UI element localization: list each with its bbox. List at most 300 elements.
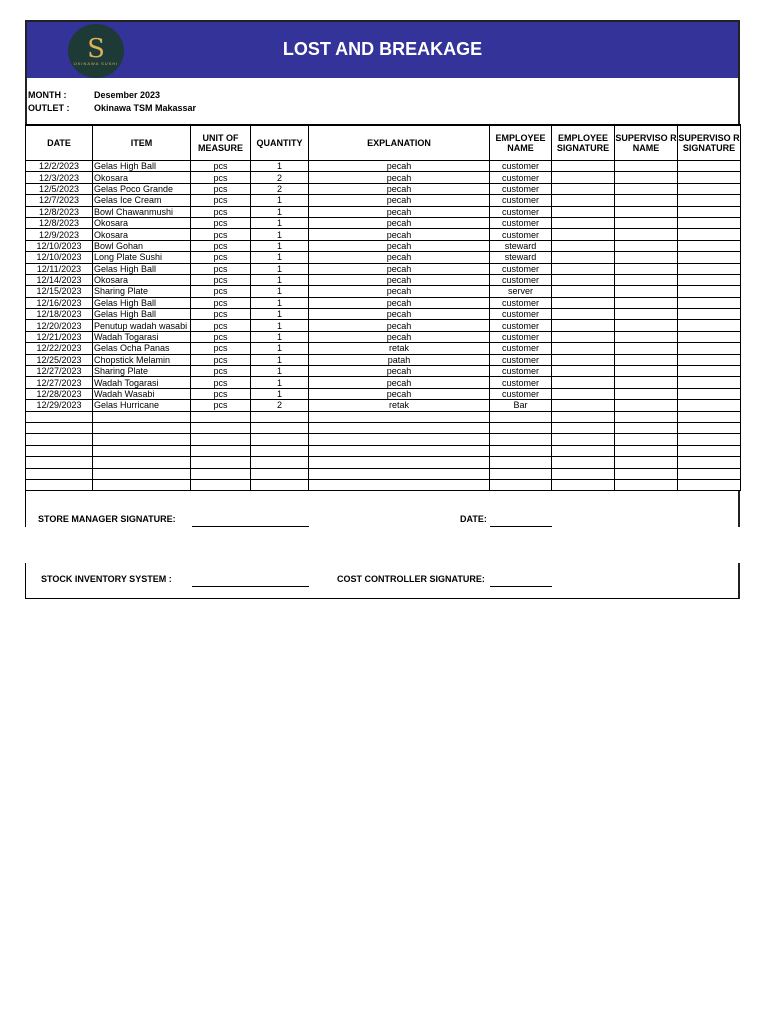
cell-unit-of-measure[interactable]: pcs <box>191 286 251 297</box>
cell-supervisor-signature[interactable] <box>678 388 741 399</box>
column-header-explanation: EXPLANATION <box>309 125 490 161</box>
cell-supervisor-signature[interactable] <box>678 161 741 172</box>
cell-employee-signature[interactable] <box>552 445 615 456</box>
cell-quantity[interactable]: 1 <box>251 331 309 342</box>
cost-controller-row <box>25 563 740 599</box>
cell-employee-signature[interactable] <box>552 331 615 342</box>
cell-date[interactable]: 12/16/2023 <box>26 297 93 308</box>
cell-quantity[interactable]: 1 <box>251 206 309 217</box>
cell-quantity[interactable]: 1 <box>251 274 309 285</box>
cell-unit-of-measure[interactable]: pcs <box>191 195 251 206</box>
cell-date[interactable]: 12/21/2023 <box>26 331 93 342</box>
cell-supervisor-signature[interactable] <box>678 320 741 331</box>
cell-supervisor-name[interactable] <box>615 286 678 297</box>
cell-date[interactable] <box>26 411 93 422</box>
cell-employee-name[interactable]: customer <box>490 331 552 342</box>
cell-quantity[interactable]: 1 <box>251 240 309 251</box>
cell-supervisor-signature[interactable] <box>678 411 741 422</box>
cell-quantity[interactable]: 2 <box>251 400 309 411</box>
cell-supervisor-signature[interactable] <box>678 366 741 377</box>
store-manager-label: STORE MANAGER SIGNATURE: <box>38 514 176 525</box>
cost-controller-line[interactable] <box>490 586 552 587</box>
cell-employee-name[interactable]: customer <box>490 388 552 399</box>
cell-item[interactable]: Gelas High Ball <box>93 161 191 172</box>
cell-employee-signature[interactable] <box>552 377 615 388</box>
cell-supervisor-signature[interactable] <box>678 343 741 354</box>
cell-supervisor-name[interactable] <box>615 366 678 377</box>
cell-item[interactable]: Okosara <box>93 274 191 285</box>
cell-supervisor-signature[interactable] <box>678 195 741 206</box>
month-value: Desember 2023 <box>94 90 161 100</box>
cell-employee-name[interactable]: customer <box>490 309 552 320</box>
cell-employee-signature[interactable] <box>552 309 615 320</box>
cell-unit-of-measure[interactable] <box>191 422 251 433</box>
cell-date[interactable]: 12/7/2023 <box>26 195 93 206</box>
cell-unit-of-measure[interactable]: pcs <box>191 161 251 172</box>
cell-unit-of-measure[interactable] <box>191 468 251 479</box>
cell-date[interactable]: 12/29/2023 <box>26 400 93 411</box>
cell-unit-of-measure[interactable]: pcs <box>191 388 251 399</box>
cell-supervisor-signature[interactable] <box>678 274 741 285</box>
cell-explanation[interactable]: pecah <box>309 286 490 297</box>
cell-date[interactable]: 12/10/2023 <box>26 240 93 251</box>
cell-date[interactable]: 12/18/2023 <box>26 309 93 320</box>
cell-supervisor-signature[interactable] <box>678 331 741 342</box>
cell-explanation[interactable] <box>309 445 490 456</box>
cell-date[interactable]: 12/22/2023 <box>26 343 93 354</box>
cell-date[interactable] <box>26 422 93 433</box>
cell-employee-signature[interactable] <box>552 161 615 172</box>
cell-supervisor-signature[interactable] <box>678 252 741 263</box>
cell-employee-signature[interactable] <box>552 183 615 194</box>
cell-unit-of-measure[interactable]: pcs <box>191 331 251 342</box>
cell-quantity[interactable]: 1 <box>251 366 309 377</box>
cell-supervisor-signature[interactable] <box>678 445 741 456</box>
cell-supervisor-signature[interactable] <box>678 377 741 388</box>
cell-explanation[interactable]: pecah <box>309 309 490 320</box>
table-row <box>26 468 741 479</box>
cell-item[interactable]: Bowl Chawanmushi <box>93 206 191 217</box>
cell-quantity[interactable]: 1 <box>251 377 309 388</box>
cell-item[interactable]: Bowl Gohan <box>93 240 191 251</box>
cell-quantity[interactable]: 1 <box>251 252 309 263</box>
cell-supervisor-name[interactable] <box>615 400 678 411</box>
cell-explanation[interactable]: retak <box>309 343 490 354</box>
cell-quantity[interactable] <box>251 411 309 422</box>
cell-supervisor-name[interactable] <box>615 354 678 365</box>
cell-supervisor-signature[interactable] <box>678 240 741 251</box>
cell-supervisor-name[interactable] <box>615 240 678 251</box>
cell-unit-of-measure[interactable]: pcs <box>191 400 251 411</box>
date-label: DATE: <box>460 514 487 525</box>
cell-supervisor-name[interactable] <box>615 274 678 285</box>
cell-supervisor-signature[interactable] <box>678 217 741 228</box>
cell-item[interactable] <box>93 479 191 490</box>
cell-employee-name[interactable]: customer <box>490 183 552 194</box>
cell-employee-name[interactable] <box>490 445 552 456</box>
cell-explanation[interactable] <box>309 411 490 422</box>
cell-employee-signature[interactable] <box>552 297 615 308</box>
cell-quantity[interactable]: 1 <box>251 320 309 331</box>
cell-employee-signature[interactable] <box>552 479 615 490</box>
cell-unit-of-measure[interactable]: pcs <box>191 297 251 308</box>
cell-item[interactable]: Sharing Plate <box>93 286 191 297</box>
cell-date[interactable]: 12/27/2023 <box>26 377 93 388</box>
cell-supervisor-name[interactable] <box>615 457 678 468</box>
table-row <box>26 366 741 377</box>
cell-explanation[interactable]: pecah <box>309 229 490 240</box>
cell-item[interactable]: Wadah Togarasi <box>93 377 191 388</box>
cell-employee-name[interactable] <box>490 434 552 445</box>
cell-explanation[interactable]: pecah <box>309 195 490 206</box>
cell-unit-of-measure[interactable]: pcs <box>191 206 251 217</box>
cell-unit-of-measure[interactable]: pcs <box>191 172 251 183</box>
cell-date[interactable]: 12/27/2023 <box>26 366 93 377</box>
cell-date[interactable] <box>26 457 93 468</box>
cell-explanation[interactable] <box>309 434 490 445</box>
cell-explanation[interactable]: pecah <box>309 252 490 263</box>
cell-date[interactable] <box>26 434 93 445</box>
cell-employee-name[interactable]: customer <box>490 217 552 228</box>
cell-employee-name[interactable]: customer <box>490 161 552 172</box>
cell-item[interactable] <box>93 468 191 479</box>
store-manager-signature-line[interactable] <box>192 526 309 527</box>
cell-employee-signature[interactable] <box>552 240 615 251</box>
cell-supervisor-name[interactable] <box>615 229 678 240</box>
cell-employee-signature[interactable] <box>552 172 615 183</box>
cell-item[interactable]: Gelas High Ball <box>93 263 191 274</box>
cell-explanation[interactable]: pecah <box>309 240 490 251</box>
cell-employee-signature[interactable] <box>552 263 615 274</box>
cell-date[interactable]: 12/3/2023 <box>26 172 93 183</box>
cell-supervisor-name[interactable] <box>615 195 678 206</box>
cell-explanation[interactable] <box>309 422 490 433</box>
cell-date[interactable]: 12/20/2023 <box>26 320 93 331</box>
cell-unit-of-measure[interactable]: pcs <box>191 377 251 388</box>
cell-supervisor-name[interactable] <box>615 343 678 354</box>
table-row <box>26 479 741 490</box>
cell-date[interactable] <box>26 479 93 490</box>
cell-employee-signature[interactable] <box>552 400 615 411</box>
cell-supervisor-signature[interactable] <box>678 206 741 217</box>
cell-supervisor-signature[interactable] <box>678 183 741 194</box>
cell-item[interactable]: Gelas High Ball <box>93 297 191 308</box>
cell-employee-name[interactable]: server <box>490 286 552 297</box>
cell-item[interactable] <box>93 445 191 456</box>
cell-supervisor-name[interactable] <box>615 331 678 342</box>
cell-supervisor-name[interactable] <box>615 183 678 194</box>
table-row <box>26 343 741 354</box>
cell-unit-of-measure[interactable]: pcs <box>191 229 251 240</box>
cell-supervisor-signature[interactable] <box>678 286 741 297</box>
cell-item[interactable]: Gelas Hurricane <box>93 400 191 411</box>
cell-employee-signature[interactable] <box>552 354 615 365</box>
cell-employee-signature[interactable] <box>552 468 615 479</box>
cell-supervisor-name[interactable] <box>615 434 678 445</box>
cell-employee-signature[interactable] <box>552 206 615 217</box>
cell-item[interactable]: Gelas Ocha Panas <box>93 343 191 354</box>
table-row <box>26 286 741 297</box>
cell-quantity[interactable]: 1 <box>251 309 309 320</box>
cell-supervisor-name[interactable] <box>615 172 678 183</box>
cell-date[interactable]: 12/28/2023 <box>26 388 93 399</box>
cell-unit-of-measure[interactable]: pcs <box>191 240 251 251</box>
cell-quantity[interactable]: 2 <box>251 183 309 194</box>
cell-employee-signature[interactable] <box>552 422 615 433</box>
cell-supervisor-name[interactable] <box>615 320 678 331</box>
cell-supervisor-name[interactable] <box>615 445 678 456</box>
cell-employee-name[interactable]: customer <box>490 206 552 217</box>
cell-unit-of-measure[interactable] <box>191 457 251 468</box>
cell-supervisor-name[interactable] <box>615 217 678 228</box>
cell-quantity[interactable]: 1 <box>251 388 309 399</box>
info-block <box>25 78 740 124</box>
cell-quantity[interactable] <box>251 479 309 490</box>
cell-quantity[interactable]: 1 <box>251 217 309 228</box>
cell-supervisor-name[interactable] <box>615 377 678 388</box>
table-row <box>26 240 741 251</box>
cell-explanation[interactable]: pecah <box>309 297 490 308</box>
cell-supervisor-signature[interactable] <box>678 422 741 433</box>
cell-unit-of-measure[interactable]: pcs <box>191 252 251 263</box>
cell-explanation[interactable]: pecah <box>309 172 490 183</box>
sheet-header <box>25 20 740 78</box>
cell-item[interactable] <box>93 411 191 422</box>
cell-supervisor-name[interactable] <box>615 309 678 320</box>
cell-unit-of-measure[interactable] <box>191 479 251 490</box>
cell-employee-signature[interactable] <box>552 366 615 377</box>
cell-quantity[interactable]: 1 <box>251 263 309 274</box>
cell-quantity[interactable] <box>251 422 309 433</box>
cell-explanation[interactable]: patah <box>309 354 490 365</box>
cell-explanation[interactable]: pecah <box>309 263 490 274</box>
cell-explanation[interactable]: pecah <box>309 366 490 377</box>
cell-employee-name[interactable] <box>490 457 552 468</box>
cell-supervisor-signature[interactable] <box>678 309 741 320</box>
cell-date[interactable] <box>26 445 93 456</box>
cell-item[interactable]: Wadah Wasabi <box>93 388 191 399</box>
cell-employee-signature[interactable] <box>552 434 615 445</box>
cell-employee-signature[interactable] <box>552 229 615 240</box>
cell-unit-of-measure[interactable] <box>191 411 251 422</box>
cell-quantity[interactable]: 1 <box>251 229 309 240</box>
cell-item[interactable]: Gelas Ice Cream <box>93 195 191 206</box>
cell-explanation[interactable]: pecah <box>309 331 490 342</box>
cell-employee-signature[interactable] <box>552 286 615 297</box>
table-row <box>26 195 741 206</box>
cell-unit-of-measure[interactable]: pcs <box>191 343 251 354</box>
cell-item[interactable] <box>93 422 191 433</box>
cell-explanation[interactable]: pecah <box>309 274 490 285</box>
table-header-row <box>26 125 741 161</box>
table-row <box>26 172 741 183</box>
cell-explanation[interactable] <box>309 479 490 490</box>
cell-supervisor-name[interactable] <box>615 297 678 308</box>
cell-explanation[interactable]: pecah <box>309 183 490 194</box>
cell-quantity[interactable]: 1 <box>251 195 309 206</box>
cell-explanation[interactable] <box>309 457 490 468</box>
cell-item[interactable]: Penutup wadah wasabi <box>93 320 191 331</box>
cell-supervisor-signature[interactable] <box>678 354 741 365</box>
cell-quantity[interactable]: 1 <box>251 286 309 297</box>
cell-quantity[interactable]: 1 <box>251 297 309 308</box>
cell-item[interactable]: Gelas Poco Grande <box>93 183 191 194</box>
cell-employee-name[interactable] <box>490 422 552 433</box>
cell-employee-signature[interactable] <box>552 343 615 354</box>
table-row <box>26 217 741 228</box>
cell-item[interactable]: Okosara <box>93 217 191 228</box>
cell-employee-name[interactable]: customer <box>490 263 552 274</box>
cost-controller-label: COST CONTROLLER SIGNATURE: <box>337 574 485 584</box>
cell-employee-name[interactable]: customer <box>490 343 552 354</box>
cell-employee-name[interactable]: customer <box>490 195 552 206</box>
cell-unit-of-measure[interactable] <box>191 434 251 445</box>
cell-item[interactable] <box>93 457 191 468</box>
cell-supervisor-signature[interactable] <box>678 263 741 274</box>
date-line[interactable] <box>490 526 552 527</box>
cell-unit-of-measure[interactable] <box>191 445 251 456</box>
cell-employee-name[interactable]: customer <box>490 172 552 183</box>
cell-date[interactable]: 12/10/2023 <box>26 252 93 263</box>
cell-employee-name[interactable]: customer <box>490 320 552 331</box>
cell-employee-name[interactable]: customer <box>490 274 552 285</box>
cell-explanation[interactable]: pecah <box>309 161 490 172</box>
cell-explanation[interactable] <box>309 468 490 479</box>
column-header-supervisor-signature: SUPERVISO R SIGNATURE <box>678 125 741 161</box>
cell-supervisor-name[interactable] <box>615 388 678 399</box>
cell-supervisor-name[interactable] <box>615 479 678 490</box>
cell-supervisor-name[interactable] <box>615 263 678 274</box>
table-row <box>26 354 741 365</box>
cell-date[interactable]: 12/11/2023 <box>26 263 93 274</box>
cell-employee-signature[interactable] <box>552 252 615 263</box>
cell-supervisor-signature[interactable] <box>678 229 741 240</box>
cell-supervisor-name[interactable] <box>615 206 678 217</box>
cell-quantity[interactable]: 2 <box>251 172 309 183</box>
cell-item[interactable]: Long Plate Sushi <box>93 252 191 263</box>
cell-employee-name[interactable] <box>490 468 552 479</box>
cell-supervisor-name[interactable] <box>615 161 678 172</box>
cell-quantity[interactable] <box>251 445 309 456</box>
table-row <box>26 297 741 308</box>
cell-supervisor-signature[interactable] <box>678 400 741 411</box>
column-header-item: ITEM <box>93 125 191 161</box>
table-row <box>26 422 741 433</box>
cell-employee-signature[interactable] <box>552 457 615 468</box>
cell-quantity[interactable]: 1 <box>251 343 309 354</box>
cell-unit-of-measure[interactable]: pcs <box>191 366 251 377</box>
cell-employee-name[interactable]: customer <box>490 366 552 377</box>
cell-date[interactable]: 12/15/2023 <box>26 286 93 297</box>
column-header-employee-signature: EMPLOYEE SIGNATURE <box>552 125 615 161</box>
cell-item[interactable]: Okosara <box>93 172 191 183</box>
cell-item[interactable]: Sharing Plate <box>93 366 191 377</box>
cell-date[interactable]: 12/5/2023 <box>26 183 93 194</box>
cell-explanation[interactable]: pecah <box>309 217 490 228</box>
cell-explanation[interactable]: retak <box>309 400 490 411</box>
cell-employee-signature[interactable] <box>552 388 615 399</box>
cell-date[interactable]: 12/8/2023 <box>26 206 93 217</box>
cell-supervisor-signature[interactable] <box>678 434 741 445</box>
cell-quantity[interactable] <box>251 468 309 479</box>
cell-explanation[interactable]: pecah <box>309 320 490 331</box>
table-row <box>26 206 741 217</box>
cell-employee-signature[interactable] <box>552 217 615 228</box>
cell-supervisor-name[interactable] <box>615 252 678 263</box>
table-row <box>26 161 741 172</box>
cell-employee-name[interactable]: customer <box>490 297 552 308</box>
cell-supervisor-name[interactable] <box>615 422 678 433</box>
cell-date[interactable]: 12/2/2023 <box>26 161 93 172</box>
stock-inventory-line[interactable] <box>192 586 309 587</box>
cell-unit-of-measure[interactable]: pcs <box>191 320 251 331</box>
cell-supervisor-signature[interactable] <box>678 297 741 308</box>
cell-date[interactable] <box>26 468 93 479</box>
cell-unit-of-measure[interactable]: pcs <box>191 354 251 365</box>
cell-item[interactable]: Wadah Togarasi <box>93 331 191 342</box>
cell-supervisor-name[interactable] <box>615 411 678 422</box>
cell-employee-name[interactable]: Bar <box>490 400 552 411</box>
cell-item[interactable]: Gelas High Ball <box>93 309 191 320</box>
cell-item[interactable]: Okosara <box>93 229 191 240</box>
cell-unit-of-measure[interactable]: pcs <box>191 183 251 194</box>
table-row <box>26 263 741 274</box>
cell-date[interactable]: 12/8/2023 <box>26 217 93 228</box>
table-row <box>26 377 741 388</box>
cell-employee-signature[interactable] <box>552 195 615 206</box>
cell-employee-name[interactable]: customer <box>490 377 552 388</box>
cell-explanation[interactable]: pecah <box>309 388 490 399</box>
table-row <box>26 229 741 240</box>
cell-quantity[interactable] <box>251 434 309 445</box>
logo-mark: S <box>87 33 105 64</box>
cell-employee-signature[interactable] <box>552 274 615 285</box>
cell-quantity[interactable] <box>251 457 309 468</box>
cell-employee-signature[interactable] <box>552 320 615 331</box>
cell-date[interactable]: 12/14/2023 <box>26 274 93 285</box>
cell-item[interactable]: Chopstick Melamin <box>93 354 191 365</box>
cell-unit-of-measure[interactable]: pcs <box>191 309 251 320</box>
cell-employee-name[interactable] <box>490 411 552 422</box>
cell-quantity[interactable]: 1 <box>251 354 309 365</box>
cell-employee-name[interactable]: steward <box>490 240 552 251</box>
cell-employee-name[interactable] <box>490 479 552 490</box>
cell-unit-of-measure[interactable]: pcs <box>191 274 251 285</box>
manager-signature-row <box>25 491 740 527</box>
cell-explanation[interactable]: pecah <box>309 377 490 388</box>
cell-supervisor-signature[interactable] <box>678 468 741 479</box>
cell-employee-name[interactable]: steward <box>490 252 552 263</box>
cell-employee-name[interactable]: customer <box>490 229 552 240</box>
cell-employee-name[interactable]: customer <box>490 354 552 365</box>
cell-supervisor-signature[interactable] <box>678 172 741 183</box>
cell-explanation[interactable]: pecah <box>309 206 490 217</box>
cell-supervisor-name[interactable] <box>615 468 678 479</box>
cell-unit-of-measure[interactable]: pcs <box>191 263 251 274</box>
table-row <box>26 183 741 194</box>
cell-quantity[interactable]: 1 <box>251 161 309 172</box>
cell-unit-of-measure[interactable]: pcs <box>191 217 251 228</box>
cell-date[interactable]: 12/25/2023 <box>26 354 93 365</box>
table-row <box>26 434 741 445</box>
cell-date[interactable]: 12/9/2023 <box>26 229 93 240</box>
outlet-value: Okinawa TSM Makassar <box>94 103 197 113</box>
cell-supervisor-signature[interactable] <box>678 479 741 490</box>
cell-employee-signature[interactable] <box>552 411 615 422</box>
month-label: MONTH : <box>28 90 67 100</box>
cell-supervisor-signature[interactable] <box>678 457 741 468</box>
cell-item[interactable] <box>93 434 191 445</box>
